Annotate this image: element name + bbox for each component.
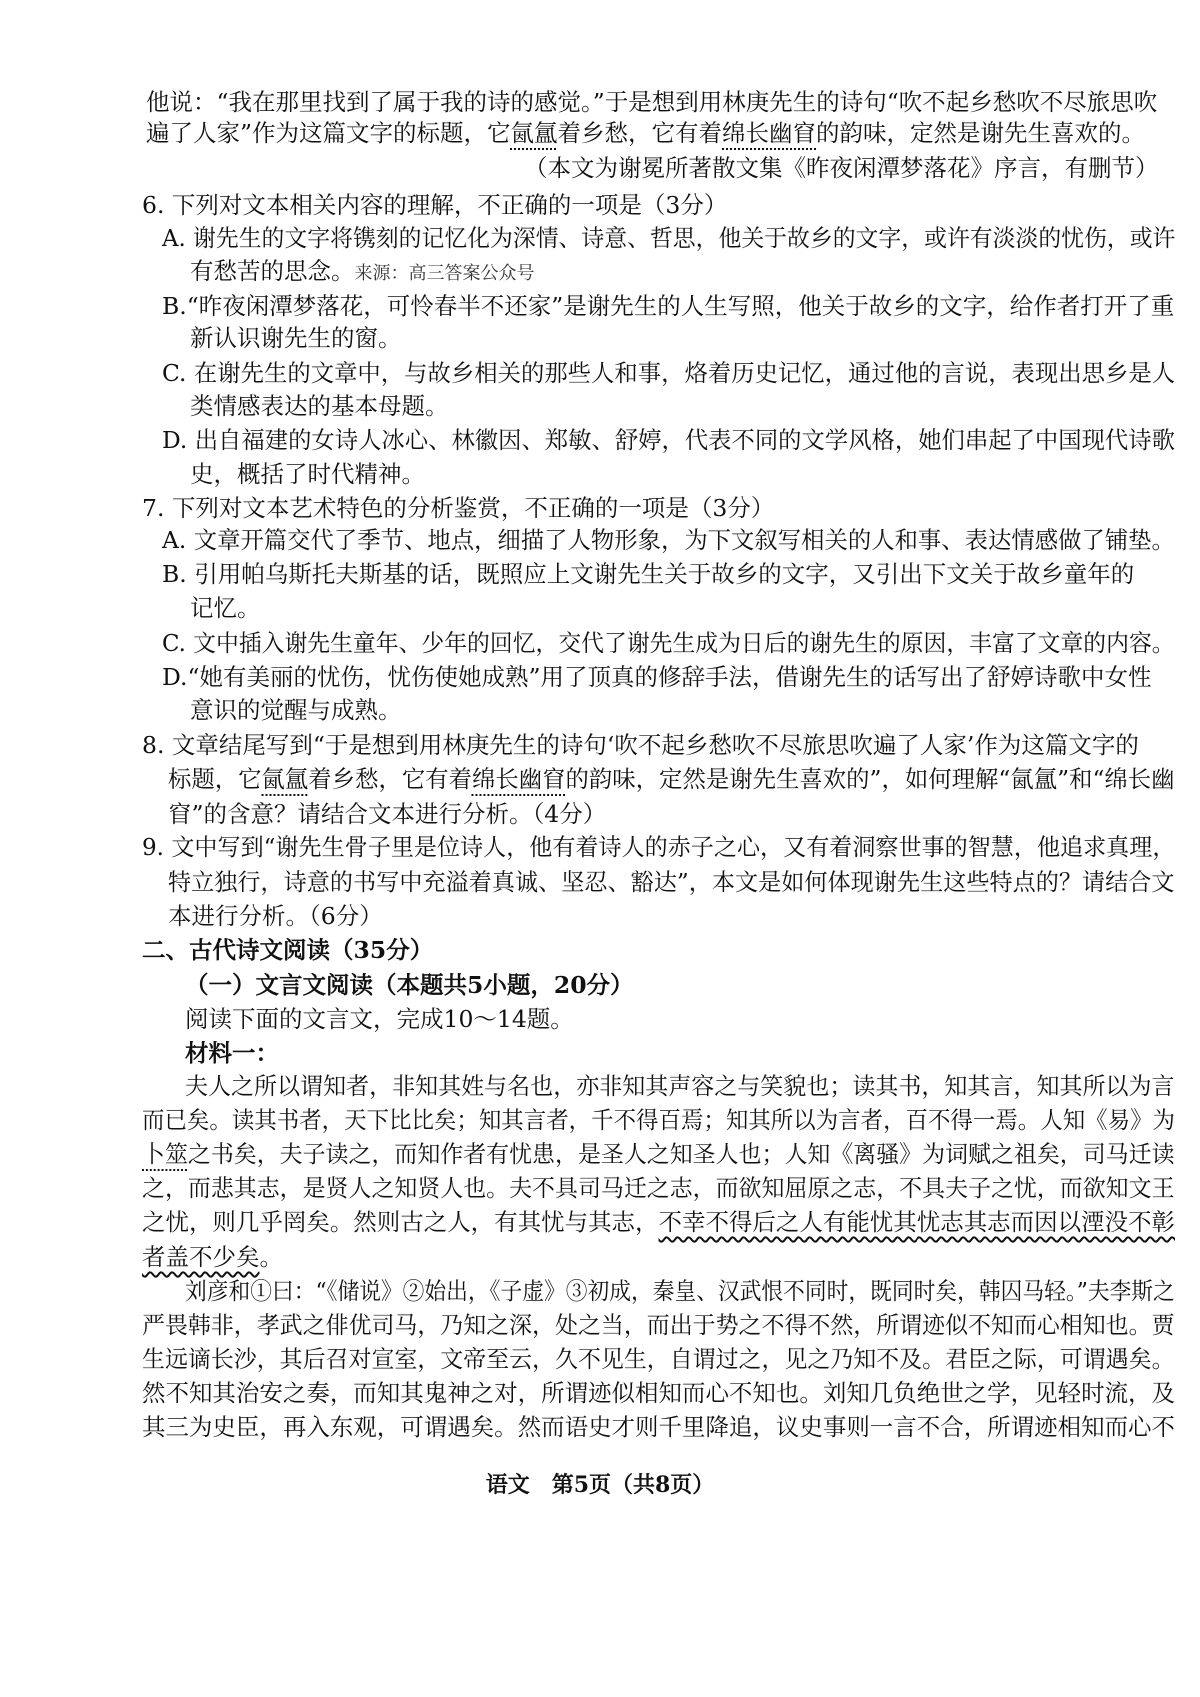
- wavy-underlined-sentence: 不幸不得后之人有能忧其忧志其志而因以湮没不彰: [658, 1208, 1175, 1236]
- emphasis-term: 氤氲: [510, 119, 558, 147]
- question-6-option-d-cont: 史，概括了时代精神。: [190, 460, 425, 488]
- emphasis-term: 氤氲: [261, 765, 309, 793]
- classical-text-line: 夫人之所以谓知者，非知其姓与名也，亦非知其声容之与笑貌也；读其书，知其言，知其所以为言: [185, 1072, 1175, 1100]
- question-7-option-c: C. 文中插入谢先生童年、少年的回忆，交代了谢先生成为日后的谢先生的原因，丰富了文章的内容。: [162, 629, 1175, 657]
- question-6-option-c-cont: 类情感表达的基本母题。: [190, 392, 449, 420]
- question-6-option-a-cont: 有愁苦的思念。来源：高三答案公众号: [190, 257, 535, 285]
- question-6-option-b-cont: 新认识谢先生的窗。: [190, 324, 402, 352]
- classical-text-line: 严畏韩非，孝武之俳优司马，乃知之深，处之当，而出于势之不得不然，所谓迹似不知而心相知也。贾: [142, 1311, 1175, 1339]
- classical-text-line: 刘彦和①曰：“《储说》②始出，《子虚》③初成，秦皇、汉武恨不同时，既同时矣，韩囚马轻。”夫李斯之: [185, 1277, 1175, 1305]
- emphasis-term: 绵长幽窅: [471, 765, 566, 793]
- wavy-underlined-sentence: 者盖不少矣: [142, 1243, 260, 1271]
- classical-text-line: 而已矣。读其书者，天下比比矣；知其言者，千不得百焉；知其所以为言者，百不得一焉。人知《易》为: [142, 1106, 1175, 1134]
- classical-text-line: 之，而悲其志，是贤人之知贤人也。夫不具司马迁之志，而欲知屈原之志，不具夫子之忧，而欲知文王: [142, 1174, 1175, 1202]
- question-7-stem: 7. 下列对文本艺术特色的分析鉴赏，不正确的一项是（3分）: [142, 494, 775, 522]
- question-8-line: 标题，它氤氲着乡愁，它有着绵长幽窅的韵味，定然是谢先生喜欢的”，如何理解“氤氲”和“绵长幽: [168, 765, 1175, 793]
- page-footer: 语文 第5页（共8页）: [485, 1472, 715, 1498]
- question-7-option-b-cont: 记忆。: [190, 594, 261, 622]
- question-7-option-d-cont: 意识的觉醒与成熟。: [190, 696, 402, 724]
- passage-citation: （本文为谢冕所著散文集《昨夜闲潭梦落花》序言，有删节）: [524, 154, 1159, 182]
- section-heading: 二、古代诗文阅读（35分）: [142, 936, 434, 964]
- question-8-line: 8. 文章结尾写到“于是想到用林庚先生的诗句‘吹不起乡愁吹不尽旅思吹遍了人家’作为这篇文字的: [142, 731, 1139, 759]
- section-subheading: （一）文言文阅读（本题共5小题，20分）: [185, 971, 634, 999]
- question-6-option-b: B.“昨夜闲潭梦落花，可怜春半不还家”是谢先生的人生写照，他关于故乡的文字，给作者打开了重: [162, 292, 1175, 320]
- classical-text-line: 之忧，则几乎罔矣。然则古之人，有其忧与其志，不幸不得后之人有能忧其忧志其志而因以湮没不彰: [142, 1208, 1175, 1236]
- classical-text-line: 生远谪长沙，其后召对宣室，文帝至云，久不见生，自谓过之，见之乃知不及。君臣之际，可谓遇矣。: [142, 1345, 1175, 1373]
- question-7-option-b: B. 引用帕乌斯托夫斯基的话，既照应上文谢先生关于故乡的文字，又引出下文关于故乡童年的: [162, 560, 1135, 588]
- emphasis-term: 卜筮: [142, 1140, 188, 1168]
- question-9-line: 特立独行，诗意的书写中充溢着真诚、坚忍、豁达”，本文是如何体现谢先生这些特点的？请结合文: [168, 868, 1175, 896]
- passage-line: 他说：“我在那里找到了属于我的诗的感觉。”于是想到用林庚先生的诗句“吹不起乡愁吹不尽旅思吹: [146, 88, 1158, 116]
- question-8-line: 窅”的含意？请结合文本进行分析。（4分）: [168, 800, 607, 828]
- classical-text-line: 然不知其治安之奏，而知其鬼神之对，所谓迹似相知而心不知也。刘知几负绝世之学，见轻时流，及: [142, 1379, 1175, 1407]
- classical-text-line: 者盖不少矣。: [142, 1243, 283, 1271]
- emphasis-term: 绵长幽窅: [722, 119, 817, 147]
- question-7-option-d: D.“她有美丽的忧伤，忧伤使她成熟”用了顶真的修辞手法，借谢先生的话写出了舒婷诗歌中女性: [162, 663, 1152, 691]
- section-instruction: 阅读下面的文言文，完成10～14题。: [185, 1005, 574, 1033]
- question-6-option-c: C. 在谢先生的文章中，与故乡相关的那些人和事，烙着历史记忆，通过他的言说，表现出思乡是人: [162, 359, 1176, 387]
- question-7-option-a: A. 文章开篇交代了季节、地点，细描了人物形象，为下文叙写相关的人和事、表达情感做了铺垫。: [162, 526, 1175, 554]
- classical-text-line: 其三为史臣，再入东观，可谓遇矣。然而语史才则千里降追，议史事则一言不合，所谓迹相知而心不: [142, 1413, 1175, 1441]
- question-6-stem: 6. 下列对文本相关内容的理解，不正确的一项是（3分）: [142, 191, 728, 219]
- passage-line: 遍了人家”作为这篇文字的标题，它氤氲着乡愁，它有着绵长幽窅的韵味，定然是谢先生喜欢的。: [146, 119, 1146, 147]
- question-9-line: 9. 文中写到“谢先生骨子里是位诗人，他有着诗人的赤子之心，又有着洞察世事的智慧，他追求真理，: [142, 833, 1176, 861]
- classical-text-line: 卜筮之书矣，夫子读之，而知作者有忧患，是圣人之知圣人也；人知《离骚》为词赋之祖矣，司马迁读: [142, 1140, 1175, 1168]
- question-9-line: 本进行分析。（6分）: [168, 902, 383, 930]
- source-note: 来源：高三答案公众号: [354, 263, 535, 284]
- question-6-option-a: A. 谢先生的文字将镌刻的记忆化为深情、诗意、哲思，他关于故乡的文字，或许有淡淡的忧伤，或许: [162, 224, 1176, 252]
- question-6-option-d: D. 出自福建的女诗人冰心、林徽因、郑敏、舒婷，代表不同的文学风格，她们串起了中国现代诗歌: [162, 426, 1175, 454]
- material-label: 材料一：: [185, 1039, 279, 1067]
